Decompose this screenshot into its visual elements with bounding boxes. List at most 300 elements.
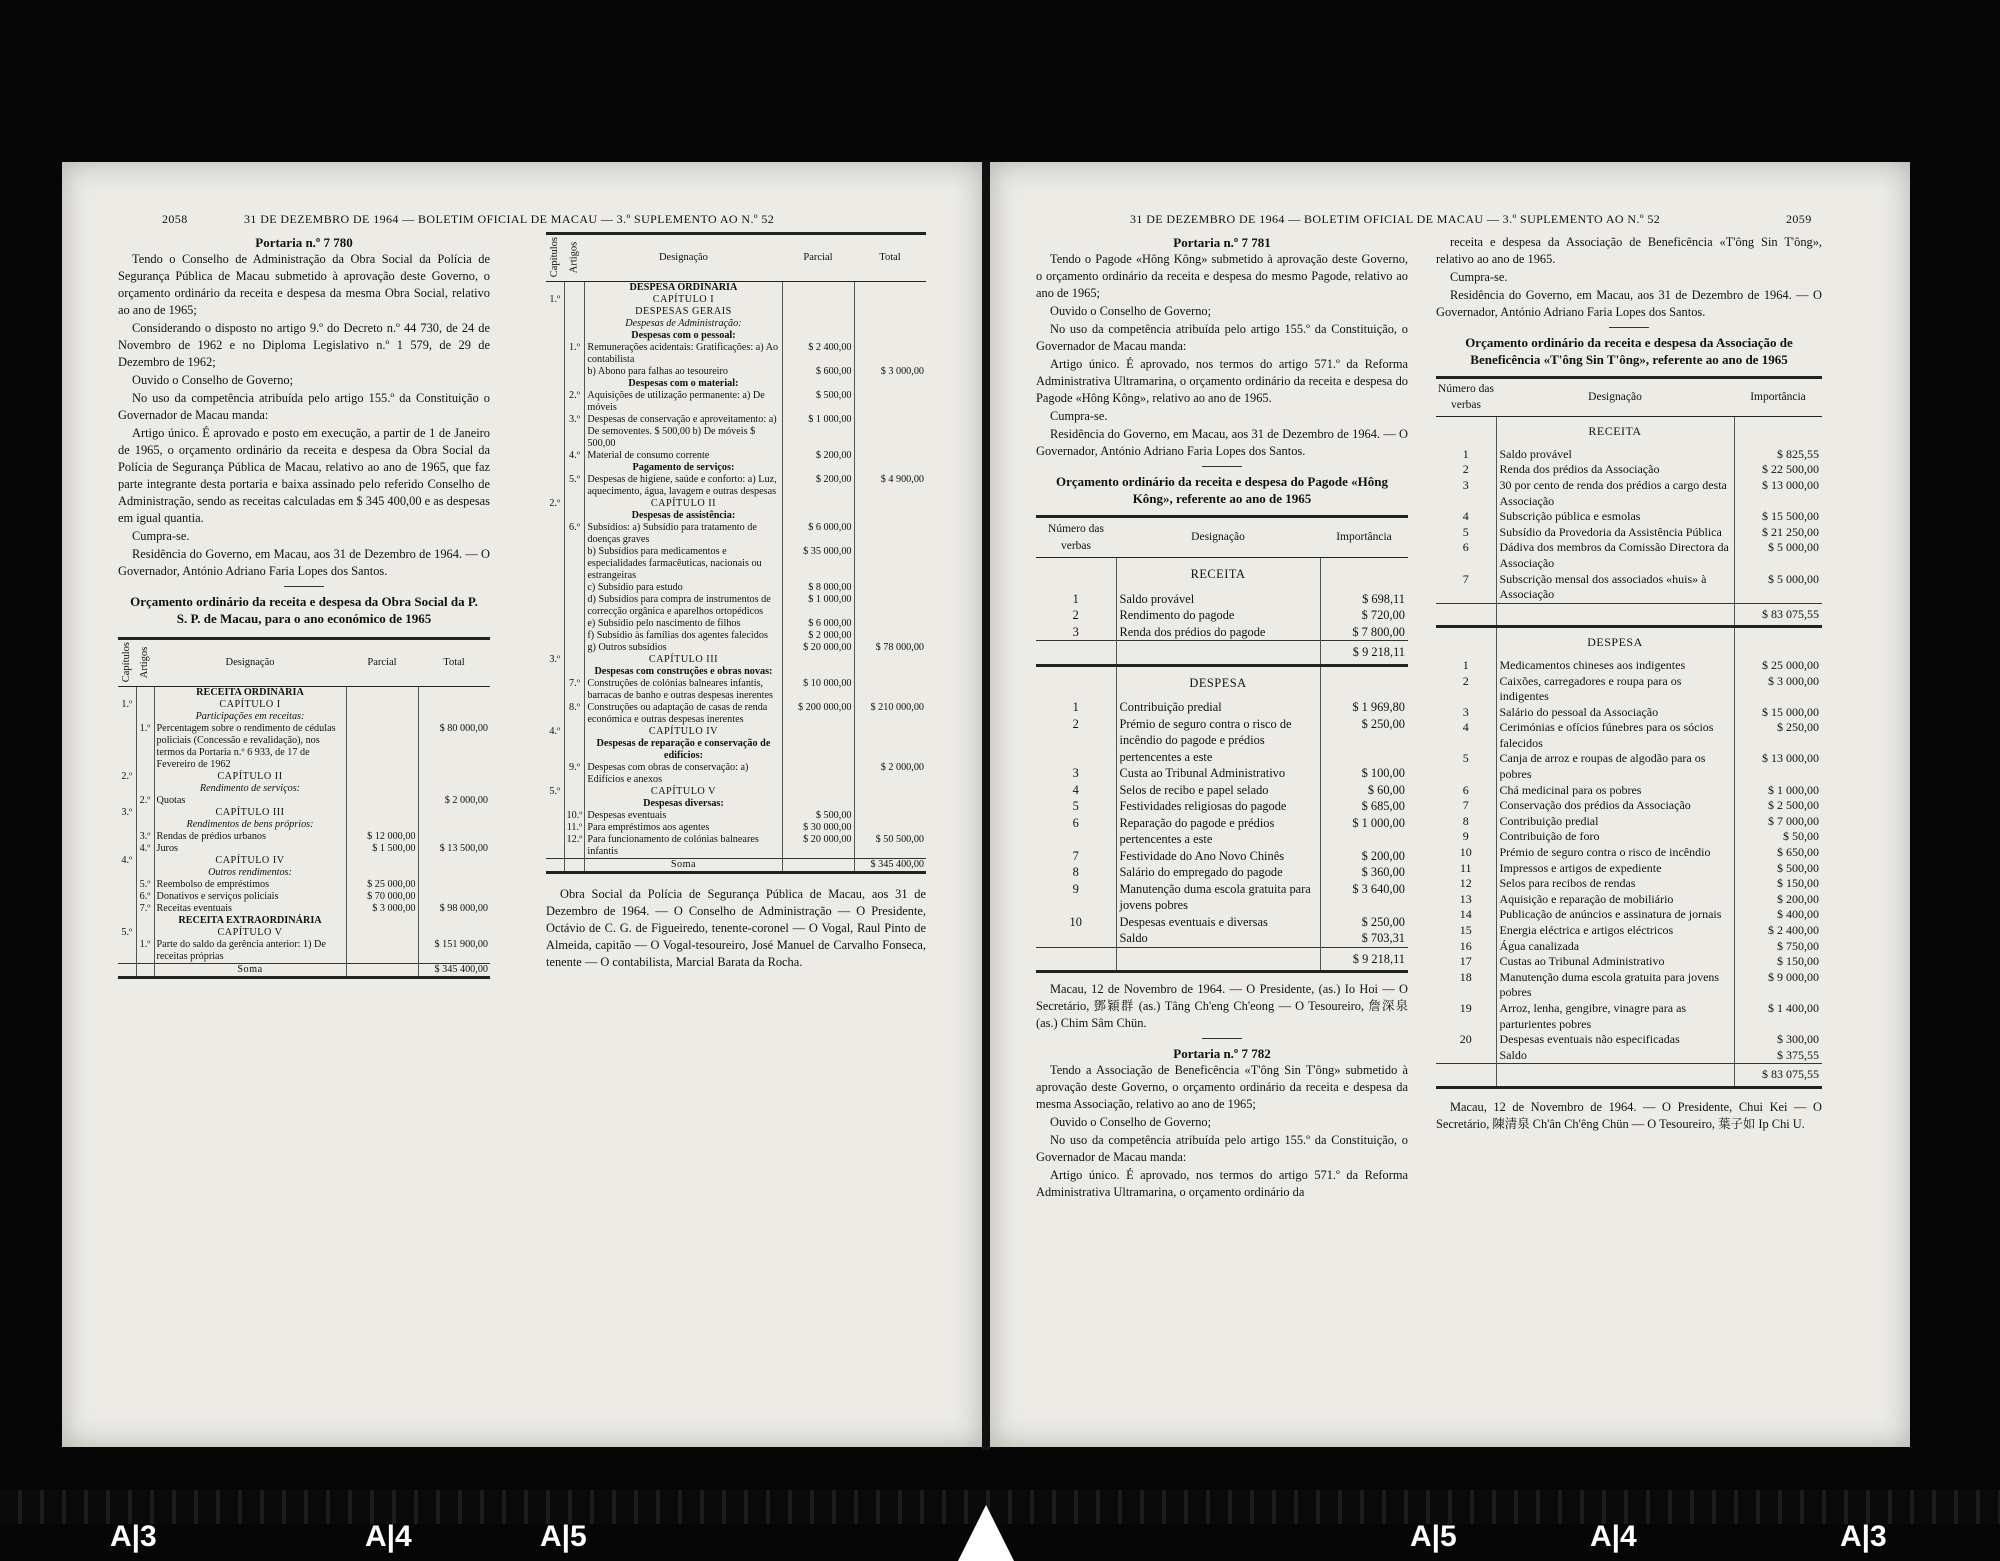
chapter-cell xyxy=(546,390,564,414)
table-row xyxy=(118,819,490,831)
designation-cell: Construções ou adaptação de casas de renda económica e outras despesas inerentes xyxy=(585,702,782,726)
partial-cell xyxy=(346,927,418,939)
film-marker: A|4 xyxy=(1590,1520,1637,1553)
designation-cell: Percentagem sobre o rendimento de cédulas policiais (Concessão e revalidação), nos termos da Portaria n.º 6 933, de 17 de Fevereiro de 1962 xyxy=(154,723,346,771)
designation-cell: Manutenção duma escola gratuita para jovens pobres xyxy=(1496,970,1734,1001)
chapter-cell xyxy=(118,939,136,964)
amount-cell: $ 3 640,00 xyxy=(1352,881,1405,896)
divider xyxy=(1609,327,1649,328)
table-row xyxy=(546,330,926,342)
chapter-cell xyxy=(546,822,564,834)
designation-cell: Saldo xyxy=(1496,1048,1734,1064)
number-cell: 20 xyxy=(1436,1032,1496,1048)
table-row xyxy=(1436,814,1822,830)
designation-cell: Água canalizada xyxy=(1496,939,1734,955)
number-cell: 2 xyxy=(1036,716,1116,766)
article-cell xyxy=(564,498,585,510)
table-row xyxy=(118,939,490,964)
table-row xyxy=(546,678,926,702)
portaria-title: Portaria n.º 7 780 xyxy=(255,235,353,250)
partial-cell xyxy=(346,795,418,807)
chapter-cell xyxy=(546,642,564,654)
total-cell: $ 98 000,00 xyxy=(439,903,488,915)
table-row xyxy=(1036,765,1408,782)
film-marker: A|3 xyxy=(110,1520,157,1553)
partial-cell: $ 35 000,00 xyxy=(782,546,854,582)
table-row xyxy=(546,630,926,642)
article-cell xyxy=(136,711,154,723)
partial-cell xyxy=(782,666,854,678)
partial-cell xyxy=(346,723,418,771)
partial-cell xyxy=(346,783,418,795)
number-cell: 3 xyxy=(1036,765,1116,782)
table-row xyxy=(546,786,926,798)
article-cell xyxy=(136,964,154,978)
table-row xyxy=(1036,641,1408,666)
article-cell: 4.º xyxy=(136,843,154,855)
chapter-cell xyxy=(546,594,564,618)
partial-cell xyxy=(782,798,854,810)
designation-cell: Donativos e serviços policiais xyxy=(154,891,346,903)
paragraph: Artigo único. É aprovado e posto em execução, a partir de 1 de Janeiro de 1965, o orçamento ordinário da receita e despesa da Obra Social da Polícia de Segurança Pública de Macau, relativo ao ano de 1965, que faz parte integrante desta portaria e baixa assinado pelo referido Conselho de Administração, sendo as receitas calculadas em $ 345 400,00 e as despesas em igual quantia. xyxy=(118,426,490,525)
amount-cell: $ 825,55 xyxy=(1777,446,1819,461)
amount-cell: $ 13 000,00 xyxy=(1762,751,1819,766)
chapter-cell: 4.º xyxy=(118,855,136,867)
number-cell: 2 xyxy=(1436,462,1496,478)
amount-cell: $ 685,00 xyxy=(1361,799,1405,813)
total-cell: $ 210 000,00 xyxy=(870,702,924,714)
amount-cell: $ 25 000,00 xyxy=(1762,657,1819,672)
table-row xyxy=(1436,939,1822,955)
article-cell xyxy=(564,798,585,810)
chapter-cell xyxy=(546,378,564,390)
paragraph: Considerando o disposto no artigo 9.º do Decreto n.º 44 730, de 24 de Novembro de 1962 e no Diploma Legislativo n.º 1 579, de 29 de Dezembro de 1962; xyxy=(118,321,490,369)
chapter-cell xyxy=(546,546,564,582)
partial-cell: $ 10 000,00 xyxy=(782,678,854,702)
chapter-cell: 5.º xyxy=(546,786,564,798)
article-cell: 4.º xyxy=(564,450,585,462)
chapter-cell xyxy=(546,522,564,546)
partial-cell: $ 12 000,00 xyxy=(346,831,418,843)
designation-cell: CAPÍTULO V xyxy=(585,786,782,798)
total-cell xyxy=(418,891,490,903)
article-cell: 1.º xyxy=(136,939,154,964)
total-cell xyxy=(854,630,926,642)
table-row xyxy=(546,594,926,618)
designation-cell: Medicamentos chineses aos indigentes xyxy=(1496,658,1734,674)
table-row xyxy=(546,726,926,738)
table-row xyxy=(546,498,926,510)
film-marker: A|5 xyxy=(1410,1520,1457,1553)
chapter-cell xyxy=(118,964,136,978)
running-head-right: 31 DE DEZEMBRO DE 1964 — BOLETIM OFICIAL DE MACAU — 3.º SUPLEMENTO AO N.º 52 xyxy=(1130,212,1661,226)
partial-cell xyxy=(782,654,854,666)
partial-cell xyxy=(346,939,418,964)
number-cell: 14 xyxy=(1436,907,1496,923)
paragraph: No uso da competência atribuída pelo artigo 155.º da Constituição, o Governador de Macau manda: xyxy=(1036,1133,1408,1164)
chapter-cell xyxy=(546,702,564,726)
amount-cell: $ 150,00 xyxy=(1777,954,1819,969)
table-row xyxy=(546,510,926,522)
table-row xyxy=(118,867,490,879)
paragraph: No uso da competência atribuída pelo artigo 155.º da Constituição, o Governador de Macau manda: xyxy=(1036,322,1408,353)
article-cell xyxy=(564,282,585,295)
amount-cell: $ 13 000,00 xyxy=(1762,477,1819,492)
paragraph: Residência do Governo, em Macau, aos 31 de Dezembro de 1964. — O Governador, António Adriano Faria Lopes dos Santos. xyxy=(1036,427,1408,458)
designation-cell: Prémio de seguro contra o risco de incêndio xyxy=(1496,845,1734,861)
running-head-left: 31 DE DEZEMBRO DE 1964 — BOLETIM OFICIAL DE MACAU — 3.º SUPLEMENTO AO N.º 52 xyxy=(244,212,775,226)
number-cell: 9 xyxy=(1036,881,1116,914)
article-cell xyxy=(564,510,585,522)
article-cell xyxy=(564,318,585,330)
article-cell xyxy=(564,786,585,798)
chapter-cell xyxy=(118,783,136,795)
page-number-right: 2059 xyxy=(1786,212,1812,226)
table-row xyxy=(1436,751,1822,782)
table-row xyxy=(118,843,490,855)
table-row xyxy=(118,687,490,700)
chapter-cell xyxy=(118,903,136,915)
chapter-cell xyxy=(118,891,136,903)
table-row xyxy=(1436,1032,1822,1048)
table-row xyxy=(1036,716,1408,766)
total-cell xyxy=(418,711,490,723)
article-cell xyxy=(136,927,154,939)
receita-table xyxy=(118,637,490,979)
total-cell: $ 345 400,00 xyxy=(854,859,926,873)
article-cell xyxy=(564,294,585,306)
amount-cell: $ 60,00 xyxy=(1367,782,1405,797)
chapter-cell xyxy=(546,318,564,330)
chapter-cell xyxy=(546,414,564,450)
total-cell xyxy=(854,678,926,702)
table-row xyxy=(1036,864,1408,881)
article-cell xyxy=(564,654,585,666)
partial-cell: $ 2 400,00 xyxy=(782,342,854,366)
right-col-2 xyxy=(1436,234,1822,1134)
designation-cell: Juros xyxy=(154,843,346,855)
designation-cell: f) Subsídio às famílias dos agentes falecidos xyxy=(585,630,782,642)
designation-cell xyxy=(1116,641,1320,666)
partial-cell xyxy=(346,699,418,711)
amount-cell: $ 150,00 xyxy=(1777,876,1819,891)
table-row xyxy=(546,798,926,810)
designation-cell: Subscrição pública e esmolas xyxy=(1496,509,1734,525)
designation-cell: Despesas de conservação e aproveitamento: a) De semoventes. $ 500,00 b) De móveis $ 500,00 xyxy=(585,414,782,450)
total-cell xyxy=(418,927,490,939)
paragraph: Residência do Governo, em Macau, aos 31 de Dezembro de 1964. — O Governador, António Adriano Faria Lopes dos Santos. xyxy=(118,547,490,578)
right-page xyxy=(990,162,1910,1447)
designation-cell: Soma xyxy=(585,859,782,873)
designation-cell: Manutenção duma escola gratuita para jovens pobres xyxy=(1116,881,1320,914)
total-cell xyxy=(418,699,490,711)
table-row xyxy=(1436,829,1822,845)
chapter-cell xyxy=(546,342,564,366)
total-cell xyxy=(854,462,926,474)
chapter-cell xyxy=(546,582,564,594)
article-cell xyxy=(136,771,154,783)
pagode-budget-table xyxy=(1036,515,1408,973)
partial-cell: $ 600,00 xyxy=(782,366,854,378)
article-cell xyxy=(564,594,585,618)
col-importancia: Importância xyxy=(1320,517,1408,558)
designation-cell: Cerimónias e ofícios fúnebres para os sócios falecidos xyxy=(1496,720,1734,751)
article-cell xyxy=(136,687,154,700)
table-row xyxy=(1436,1048,1822,1064)
article-cell xyxy=(136,807,154,819)
number-cell: 7 xyxy=(1036,848,1116,865)
article-cell xyxy=(564,330,585,342)
chapter-cell xyxy=(546,306,564,318)
partial-cell xyxy=(346,964,418,978)
table-row xyxy=(546,282,926,295)
chapter-cell xyxy=(546,666,564,678)
designation-cell: d) Subsídios para compra de instrumentos de correcção orgânica e aparelhos ortopédicos xyxy=(585,594,782,618)
article-cell xyxy=(564,726,585,738)
paragraph: Cumpra-se. xyxy=(132,529,190,543)
amount-cell: $ 750,00 xyxy=(1777,938,1819,953)
film-marker: A|4 xyxy=(365,1520,412,1553)
table-row xyxy=(1036,815,1408,848)
number-cell: 13 xyxy=(1436,892,1496,908)
designation-cell: Conservação dos prédios da Associação xyxy=(1496,798,1734,814)
paragraph: Ouvido o Conselho de Governo; xyxy=(1050,1115,1212,1129)
total-cell xyxy=(854,654,926,666)
chapter-cell xyxy=(546,738,564,762)
number-cell: 17 xyxy=(1436,954,1496,970)
number-cell: 6 xyxy=(1036,815,1116,848)
partial-cell xyxy=(782,510,854,522)
table-row xyxy=(1436,658,1822,674)
partial-cell xyxy=(782,498,854,510)
chapter-cell xyxy=(546,630,564,642)
partial-cell: $ 500,00 xyxy=(782,390,854,414)
amount-cell: $ 22 500,00 xyxy=(1762,462,1819,477)
amount-cell: $ 650,00 xyxy=(1777,845,1819,860)
designation-cell: Saldo provável xyxy=(1116,591,1320,608)
table-row xyxy=(118,795,490,807)
designation-cell: Saldo xyxy=(1116,930,1320,947)
amount-cell: $ 5 000,00 xyxy=(1768,571,1819,586)
receita-label: RECEITA xyxy=(1116,558,1320,591)
col-designacao: Designação xyxy=(154,639,346,687)
amount-cell: $ 83 075,55 xyxy=(1734,1064,1822,1088)
amount-cell: $ 7 800,00 xyxy=(1352,624,1405,639)
table-row xyxy=(546,666,926,678)
designation-cell: c) Subsídio para estudo xyxy=(585,582,782,594)
left-text-column xyxy=(118,234,490,979)
partial-cell xyxy=(782,738,854,762)
table-row xyxy=(118,879,490,891)
designation-cell xyxy=(1496,1064,1734,1088)
total-cell xyxy=(854,738,926,762)
number-cell: 3 xyxy=(1436,478,1496,509)
total-cell: $ 13 500,00 xyxy=(439,843,488,855)
designation-cell: 30 por cento de renda dos prédios a cargo desta Associação xyxy=(1496,478,1734,509)
designation-cell: Subscrição mensal dos associados «huis» à Associação xyxy=(1496,572,1734,604)
paragraph: Ouvido o Conselho de Governo; xyxy=(132,373,294,387)
total-cell xyxy=(854,414,926,450)
partial-cell xyxy=(782,282,854,295)
designation-cell xyxy=(1116,947,1320,972)
budget-title: Orçamento ordinário da receita e despesa do Pagode «Hông Kông», referente ao ano de 1965 xyxy=(1056,474,1388,506)
col-numero: Número das verbas xyxy=(1436,378,1496,417)
amount-cell: $ 1 969,80 xyxy=(1352,700,1405,714)
table-row xyxy=(1436,954,1822,970)
amount-cell: $ 3 000,00 xyxy=(1768,673,1819,688)
number-cell: 1 xyxy=(1436,658,1496,674)
partial-cell: $ 1 500,00 xyxy=(346,843,418,855)
article-cell: 1.º xyxy=(564,342,585,366)
total-cell xyxy=(854,822,926,834)
table-row xyxy=(546,462,926,474)
article-cell: 5.º xyxy=(136,879,154,891)
portaria-title: Portaria n.º 7 782 xyxy=(1173,1046,1271,1061)
article-cell xyxy=(564,666,585,678)
number-cell: 11 xyxy=(1436,861,1496,877)
article-cell xyxy=(564,642,585,654)
article-cell xyxy=(564,738,585,762)
amount-cell: $ 50,00 xyxy=(1783,829,1819,844)
designation-cell: Rendimento do pagode xyxy=(1116,607,1320,624)
partial-cell: $ 3 000,00 xyxy=(346,903,418,915)
chapter-cell xyxy=(546,859,564,873)
table-row xyxy=(1436,923,1822,939)
number-cell: 10 xyxy=(1436,845,1496,861)
total-cell xyxy=(854,786,926,798)
partial-cell: $ 1 000,00 xyxy=(782,594,854,618)
table-row xyxy=(546,450,926,462)
table-row xyxy=(1436,509,1822,525)
table-row xyxy=(546,318,926,330)
chapter-cell: 1.º xyxy=(118,699,136,711)
table-row xyxy=(1036,848,1408,865)
left-page xyxy=(62,162,982,1447)
total-cell: $ 78 000,00 xyxy=(875,642,924,654)
table-row xyxy=(118,915,490,927)
portaria-paragraphs xyxy=(118,251,490,580)
article-cell: 7.º xyxy=(136,903,154,915)
table-row xyxy=(1436,447,1822,463)
partial-cell xyxy=(346,855,418,867)
partial-cell xyxy=(782,330,854,342)
designation-cell: Remunerações acidentais: Gratificações: a) Ao contabilista xyxy=(585,342,782,366)
total-cell xyxy=(418,807,490,819)
center-arrow-icon xyxy=(958,1505,1014,1561)
table-row xyxy=(1436,892,1822,908)
designation-cell: Saldo provável xyxy=(1496,447,1734,463)
number-cell: 7 xyxy=(1436,572,1496,604)
designation-cell: Reparação do pagode e prédios pertencentes a este xyxy=(1116,815,1320,848)
table-row xyxy=(118,711,490,723)
article-cell xyxy=(564,582,585,594)
total-cell xyxy=(418,783,490,795)
article-cell xyxy=(136,699,154,711)
table-row xyxy=(118,855,490,867)
chapter-cell: 5.º xyxy=(118,927,136,939)
table-row xyxy=(1436,674,1822,705)
designation-cell: Contribuição predial xyxy=(1116,699,1320,716)
partial-cell: $ 30 000,00 xyxy=(782,822,854,834)
paragraph: Tendo o Conselho de Administração da Obra Social da Polícia de Segurança Pública de Macau submetido à aprovação deste Governo, o orçamento ordinário da receita e despesa da mesma Obra Social, relativo ao ano de 1965; xyxy=(118,252,490,317)
table-row xyxy=(546,522,926,546)
partial-cell xyxy=(782,462,854,474)
article-cell xyxy=(564,306,585,318)
article-cell xyxy=(564,618,585,630)
receita-label: RECEITA xyxy=(1496,417,1734,447)
number-cell: 5 xyxy=(1436,525,1496,541)
table-row xyxy=(546,342,926,366)
partial-cell: $ 1 000,00 xyxy=(782,414,854,450)
total-cell xyxy=(854,498,926,510)
col-total: Total xyxy=(418,639,490,687)
designation-cell: Renda dos prédios da Associação xyxy=(1496,462,1734,478)
table-row xyxy=(1036,881,1408,914)
partial-cell: $ 200,00 xyxy=(782,474,854,498)
number-cell: 8 xyxy=(1436,814,1496,830)
partial-cell: $ 500,00 xyxy=(782,810,854,822)
designation-cell: Despesas eventuais não especificadas xyxy=(1496,1032,1734,1048)
portaria-title: Portaria n.º 7 781 xyxy=(1173,235,1271,250)
partial-cell: $ 200,00 xyxy=(782,450,854,462)
designation-cell: Rendimento de serviços: xyxy=(154,783,346,795)
designation-cell: Chá medicinal para os pobres xyxy=(1496,783,1734,799)
designation-cell: Despesas com obras de conservação: a) Edifícios e anexos xyxy=(585,762,782,786)
total-cell xyxy=(854,390,926,414)
designation-cell: Festividades religiosas do pagode xyxy=(1116,798,1320,815)
paragraph: Cumpra-se. xyxy=(1450,270,1508,284)
designation-cell: b) Subsídios para medicamentos e especialidades farmacêuticas, nacionais ou estrangeiras xyxy=(585,546,782,582)
designation-cell: Aquisições de utilização permanente: a) De móveis xyxy=(585,390,782,414)
signature-block: Obra Social da Polícia de Segurança Pública de Macau, aos 31 de Dezembro de 1964. — O Conselho de Administração — O Presidente, Octávio de C. G. de Figueiredo, tenente-coronel — O Vogal, Raul Pinto de Almeida, capitão — O Vogal-tesoureiro, José Manuel de Carvalho Fonseca, tenente — O contabilista, Marcial Barata da Rocha. xyxy=(546,887,926,970)
designation-cell: CAPÍTULO III xyxy=(585,654,782,666)
designation-cell: Rendas de prédios urbanos xyxy=(154,831,346,843)
total-cell: $ 3 000,00 xyxy=(880,366,924,378)
designation-cell: DESPESAS GERAIS xyxy=(585,306,782,318)
despesa-label: DESPESA xyxy=(1116,665,1320,699)
number-cell: 6 xyxy=(1436,783,1496,799)
total-cell xyxy=(418,915,490,927)
table-row xyxy=(118,699,490,711)
total-cell: $ 151 900,00 xyxy=(434,939,488,951)
number-cell xyxy=(1436,1048,1496,1064)
amount-cell: $ 9 218,11 xyxy=(1320,947,1408,972)
designation-cell: e) Subsídio pelo nascimento de filhos xyxy=(585,618,782,630)
table-row xyxy=(546,474,926,498)
partial-cell xyxy=(782,294,854,306)
chapter-cell xyxy=(118,819,136,831)
amount-cell: $ 2 400,00 xyxy=(1768,923,1819,937)
designation-cell xyxy=(1496,603,1734,627)
chapter-cell xyxy=(118,843,136,855)
designation-cell: Custa ao Tribunal Administrativo xyxy=(1116,765,1320,782)
designation-cell: Construções de colónias balneares infantis, barracas de banho e outras despesas inerentes xyxy=(585,678,782,702)
chapter-cell xyxy=(118,879,136,891)
designation-cell: Prémio de seguro contra o risco de incêndio do pagode e prédios pertencentes a este xyxy=(1116,716,1320,766)
film-marker: A|3 xyxy=(1840,1520,1887,1553)
table-row xyxy=(1036,930,1408,947)
total-cell xyxy=(854,522,926,546)
total-cell xyxy=(854,282,926,295)
col-parcial: Parcial xyxy=(346,639,418,687)
partial-cell xyxy=(346,819,418,831)
article-cell: 3.º xyxy=(564,414,585,450)
designation-cell: Publicação de anúncios e assinatura de jornais xyxy=(1496,907,1734,923)
partial-cell: $ 2 000,00 xyxy=(782,630,854,642)
right-col-1 xyxy=(1036,234,1408,1202)
total-cell xyxy=(854,330,926,342)
divider xyxy=(1202,1038,1242,1039)
